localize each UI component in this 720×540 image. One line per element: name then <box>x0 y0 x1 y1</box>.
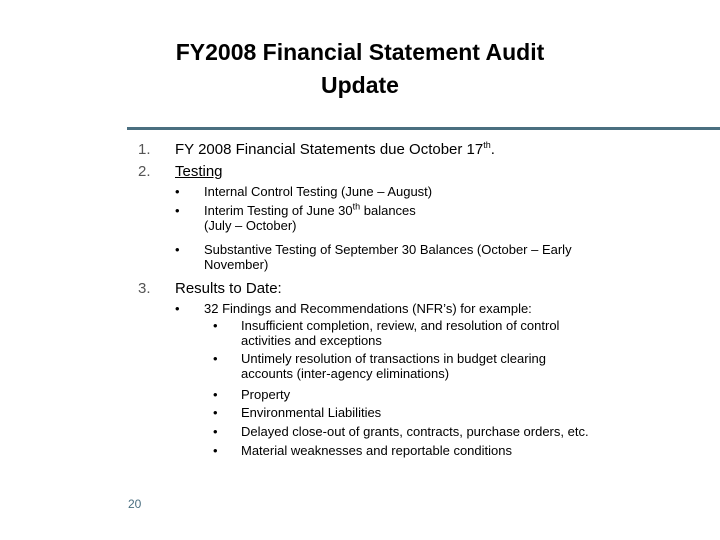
testing-bullet-1: Internal Control Testing (June – August) <box>204 184 433 199</box>
bullet-icon: • <box>175 242 180 257</box>
bullet-icon: • <box>213 387 218 402</box>
item-1-text-main: FY 2008 Financial Statements due October 17 <box>175 141 484 158</box>
finding-item-text: Insufficient completion, review, and resolution of control <box>241 318 560 333</box>
finding-item <box>241 351 691 381</box>
item-1-text <box>175 141 695 158</box>
item-2-text: Testing <box>175 163 223 180</box>
testing-bullet-3 <box>204 242 674 272</box>
finding-item-text: Untimely resolution of transactions in budget clearing <box>241 351 546 366</box>
finding-item: Delayed close-out of grants, contracts, purchase orders, etc. <box>241 424 589 439</box>
testing-bullet-3-text: Substantive Testing of September 30 Balances (October – Early <box>204 242 572 257</box>
page-number: 20 <box>128 497 142 511</box>
finding-item: Property <box>241 387 291 402</box>
slide-title-line-1: FY2008 Financial Statement Audit <box>175 39 545 65</box>
testing-bullet-2-text-end: balances <box>360 203 416 218</box>
testing-bullet-2-line-2: (July – October) <box>204 218 297 233</box>
title-divider <box>127 127 720 130</box>
bullet-icon: • <box>175 203 180 218</box>
slide-title <box>0 36 720 102</box>
testing-bullet-2 <box>204 203 674 233</box>
finding-item-line-2: accounts (inter-agency eliminations) <box>241 366 450 381</box>
item-number: 3. <box>138 280 151 297</box>
bullet-icon: • <box>175 301 180 316</box>
bullet-icon: • <box>213 443 218 458</box>
bullet-icon: • <box>175 184 180 199</box>
item-number: 2. <box>138 163 151 180</box>
item-1-superscript: th <box>483 140 491 150</box>
slide-title-line-2: Update <box>321 72 399 98</box>
bullet-icon: • <box>213 405 218 420</box>
bullet-icon: • <box>213 318 218 333</box>
bullet-icon: • <box>213 424 218 439</box>
testing-bullet-2-text: Interim Testing of June 30 <box>204 203 353 218</box>
finding-item: Environmental Liabilities <box>241 405 382 420</box>
testing-bullet-2-superscript: th <box>352 201 361 212</box>
item-number: 1. <box>138 141 151 158</box>
finding-item <box>241 318 691 348</box>
finding-item: Material weaknesses and reportable conditions <box>241 443 512 458</box>
item-1-text-end: . <box>490 141 495 158</box>
item-3-text: Results to Date: <box>175 280 282 297</box>
results-bullet-1: 32 Findings and Recommendations (NFR’s) for example: <box>204 301 532 316</box>
finding-item-line-2: activities and exceptions <box>241 333 382 348</box>
bullet-icon: • <box>213 351 218 366</box>
testing-bullet-3-line-2: November) <box>204 257 269 272</box>
